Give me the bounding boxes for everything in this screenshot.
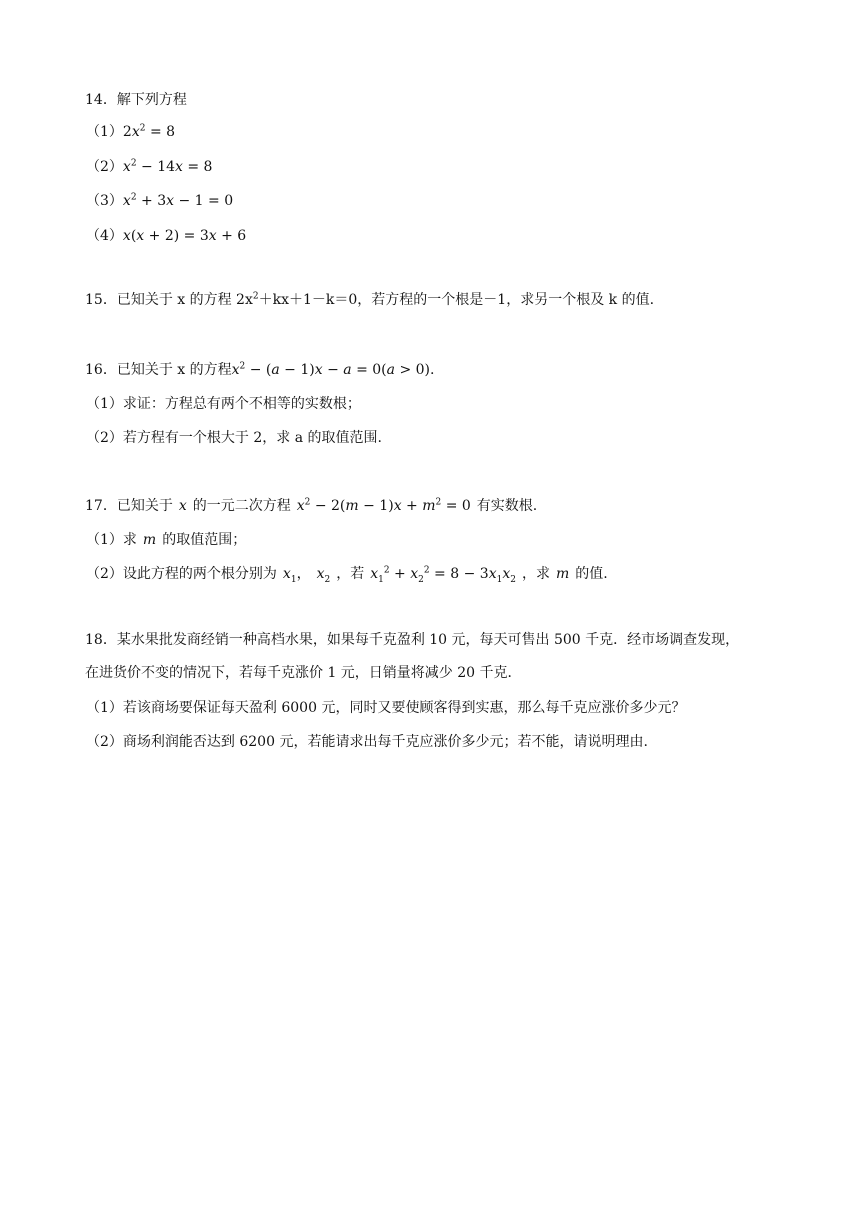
variable-x: x (178, 498, 187, 514)
equation: $x^2 - (a - 1)x - a = 0(a > 0)$ (231, 361, 430, 378)
item-text: 商场利润能否达到 6200 元，若能请求出每千克应涨价多少元；若不能，请说明理由. (122, 734, 648, 750)
root-x2: $x_2$ (316, 566, 331, 585)
item-label: （2） (86, 734, 123, 750)
item-text: 求证：方程总有两个不相等的实数根； (122, 396, 361, 412)
problem-16-title (85, 360, 434, 380)
equation: $x^2 - 2(m - 1)x + m^2 = 0$ (296, 497, 471, 514)
item-label: （1） (86, 396, 123, 412)
problem-15-text-b: ＋kx＋1－k＝0，若方程的一个根是－1，求另一个根及 k 的值. (258, 292, 655, 308)
item-label: （4） (86, 228, 123, 244)
problem-17-prefix: 17．已知关于 (85, 498, 173, 514)
item-label: （2） (86, 159, 123, 175)
problem-14-item-1 (86, 122, 175, 142)
problem-17-suffix: 有实数根. (476, 498, 538, 514)
problem-18-line-1: 18．某水果批发商经销一种高档水果，如果每千克盈利 10 元，每天可售出 500 千克．经市场调查发现， (85, 632, 740, 648)
problem-16-prefix: 16．已知关于 x 的方程 (85, 362, 232, 378)
problem-18-item-2 (86, 732, 648, 752)
item-label: （2） (86, 566, 123, 582)
item-text: ，若 (336, 566, 365, 582)
item-text: 的取值范围； (162, 532, 247, 548)
problem-18-line-2: 在进货价不变的情况下，若每千克涨价 1 元，日销量将减少 20 千克． (85, 665, 522, 681)
condition-equation: $x_1^2 + x_2^2 = 8 - 3x_1x_2$ (370, 565, 516, 585)
item-text: 设此方程的两个根分别为 (122, 566, 277, 582)
problem-17-mid: 的一元二次方程 (192, 498, 291, 514)
item-label: （3） (86, 193, 123, 209)
problem-15 (85, 290, 654, 310)
problem-17-title (85, 496, 537, 516)
item-label: （1） (86, 124, 123, 140)
problem-16-item-2 (86, 428, 382, 448)
problem-14-item-2 (86, 157, 212, 177)
problem-14-item-4 (86, 226, 246, 246)
item-label: （1） (86, 532, 123, 548)
problem-17-item-2: （2）设此方程的两个根分别为 $x_1$， $x_2$ ，若 $x_1^2 + x_2^2 = 8 - 3x_1x_2$ ，求 m 的值. (86, 565, 608, 585)
item-text: ，求 (521, 566, 550, 582)
exponent: 2 (252, 291, 259, 302)
equation: x(x + 2) = 3x + 6 (122, 228, 247, 244)
equation: $x^2 - 14x = 8$ (122, 158, 213, 175)
item-label: （1） (86, 700, 123, 716)
item-text: 的值. (575, 566, 608, 582)
equation: $x^2 + 3x - 1 = 0$ (122, 192, 234, 209)
problem-16-item-1 (86, 394, 361, 414)
variable-m: m (555, 566, 570, 582)
item-text: 若方程有一个根大于 2，求 a 的取值范围. (122, 430, 382, 446)
problem-14-item-3 (86, 191, 233, 211)
equation: $2x^2 = 8$ (122, 123, 176, 140)
problem-14-title: 14．解下列方程 (85, 92, 187, 108)
problem-16-suffix: . (430, 362, 435, 378)
problem-17-item-1 (86, 530, 246, 550)
problem-18-item-1 (86, 698, 685, 718)
item-text: 若该商场要保证每天盈利 6000 元，同时又要使顾客得到实惠，那么每千克应涨价多少元？ (122, 700, 686, 716)
problem-15-text-a: 15．已知关于 x 的方程 2x (85, 292, 253, 308)
item-label: （2） (86, 430, 123, 446)
variable-m: m (142, 532, 157, 548)
root-x1: $x_1$ (282, 566, 297, 585)
item-text: 求 (122, 532, 137, 548)
